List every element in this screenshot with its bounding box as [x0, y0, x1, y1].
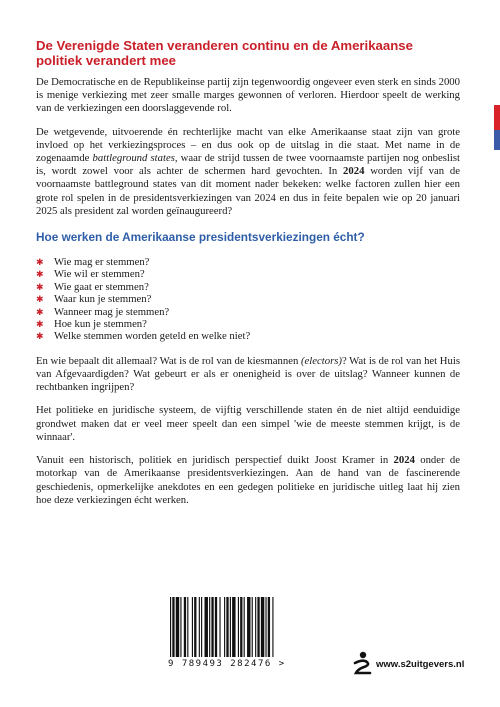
- barcode-bar: [192, 597, 193, 657]
- question-text: Wanneer mag je stemmen?: [54, 305, 170, 318]
- question-text: Wie wil er stemmen?: [54, 268, 145, 281]
- paragraph-system: Het politieke en juridische systeem, de vijftig verschillende staten én de niet altijd eenduidige grondwet maken dat er veel meer speelt dan een simpel 'wie de meeste stemmen krijgt, is de winnaar'.: [36, 404, 460, 443]
- list-item: [36, 306, 460, 318]
- barcode-bar: [187, 597, 188, 657]
- star-bullet-icon: ✱: [36, 281, 44, 292]
- barcode-bar: [232, 597, 235, 657]
- list-item: [36, 318, 460, 330]
- bold-year: 2024: [393, 454, 415, 467]
- paragraph-intro: De Democratische en de Republikeinse partij zijn tegenwoordig ongeveer even sterk en sinds 2000 is menige verkiezing met zeer smalle marges gewonnen of verloren. Hierdoor speelt de werking van de verkiezingen een doorslaggevende rol.: [36, 76, 460, 115]
- barcode-bar: [209, 597, 210, 657]
- isbn-digits: 9 789493 282476 >: [168, 659, 286, 669]
- question-list: [36, 256, 460, 343]
- paragraph-battleground: [36, 126, 460, 218]
- isbn-barcode: [168, 597, 328, 679]
- question-text: Wie gaat er stemmen?: [54, 280, 149, 293]
- list-item: [36, 268, 460, 280]
- question-text: Hoe kun je stemmen?: [54, 318, 147, 331]
- text-span: En wie bepaalt dit allemaal? Wat is de rol van de kiesmannen: [36, 354, 301, 367]
- barcode-bar: [180, 597, 181, 657]
- star-bullet-icon: ✱: [36, 319, 44, 330]
- barcode-bar: [272, 597, 273, 657]
- emphasis-battleground: battleground states: [92, 152, 175, 165]
- barcode-bar: [205, 597, 208, 657]
- text-span: De wetgevende, uitvoerende én rechterlijke macht van elke Amerikaanse staat zijn van grote invloed op het verkiezingsproces – en dus ook op de uitslag in die staat. Met name in de zogenaamde: [36, 125, 460, 165]
- barcode-bar: [199, 597, 200, 657]
- barcode-bar: [172, 597, 174, 657]
- question-text: Wie mag er stemmen?: [54, 256, 150, 269]
- barcode-bar: [247, 597, 250, 657]
- bold-year: 2024: [343, 165, 365, 178]
- barcode-bars-icon: [168, 597, 320, 657]
- barcode-bar: [201, 597, 202, 657]
- list-item: [36, 281, 460, 293]
- barcode-bar: [265, 597, 266, 657]
- barcode-bar: [268, 597, 270, 657]
- headline: De Verenigde Staten veranderen continu en de Amerikaanse politiek verandert mee: [36, 38, 413, 68]
- barcode-bar: [257, 597, 259, 657]
- cover-edge-stripe: [494, 0, 500, 707]
- paragraph-questions: [36, 355, 460, 395]
- paragraph-author: [36, 454, 460, 507]
- barcode-bar: [240, 597, 242, 657]
- barcode-bar: [215, 597, 217, 657]
- barcode-bar: [226, 597, 228, 657]
- barcode-bar: [238, 597, 239, 657]
- star-bullet-icon: ✱: [36, 306, 44, 317]
- barcode-bar: [244, 597, 245, 657]
- star-bullet-icon: ✱: [36, 269, 44, 280]
- barcode-bar: [176, 597, 179, 657]
- barcode-bar: [219, 597, 220, 657]
- barcode-bar: [261, 597, 264, 657]
- list-item: [36, 256, 460, 268]
- list-item: [36, 330, 460, 342]
- barcode-bar: [252, 597, 253, 657]
- barcode-bar: [255, 597, 256, 657]
- text-span: Vanuit een historisch, politiek en juridisch perspectief duikt Joost Kramer in: [36, 454, 394, 467]
- text-span: onder de motorkap van de Amerikaanse presidentsverkiezingen. Aan de hand van de fascinerende geschiedenis, opmerkelijke anekdotes en een gedegen politieke en juridische uitleg laat hij zien hoe deze verkiezingen écht werken.: [36, 454, 460, 506]
- barcode-bar: [224, 597, 225, 657]
- barcode-bar: [211, 597, 213, 657]
- star-bullet-icon: ✱: [36, 331, 44, 342]
- back-cover-text: [36, 38, 460, 517]
- text-span: ? Wat is de rol van het Huis van Afgevaardigden? Wat gebeurt er als er onenigheid is over de uitslag? Wanneer kunnen de rechtbanken ingrijpen?: [36, 354, 460, 394]
- emphasis-electors: (electors): [301, 354, 342, 367]
- star-bullet-icon: ✱: [36, 257, 44, 268]
- list-item: [36, 293, 460, 305]
- barcode-bar: [184, 597, 186, 657]
- barcode-bar: [194, 597, 196, 657]
- text-span: , waar de strijd tussen de twee voornaamste partijen nog onbeslist is, wordt zowel voor als achter de schermen hard gevochten. In: [36, 152, 460, 178]
- star-bullet-icon: ✱: [36, 294, 44, 305]
- s2-publisher-logo-icon: [352, 651, 374, 675]
- publisher-website: www.s2uitgevers.nl: [376, 659, 465, 670]
- question-text: Welke stemmen worden geteld en welke niet?: [54, 330, 251, 343]
- subheading: Hoe werken de Amerikaanse presidentsverkiezingen écht?: [36, 230, 365, 245]
- barcode-bar: [170, 597, 171, 657]
- text-span: worden vijf van de voornaamste battleground states van dit moment nader bekeken: welke factoren zullen hier een grote rol spelen in de presidentsverkiezingen van 2024 en dus in feite bepalen wie op 20 januari 2025 als president zal worden geïnaugureerd?: [36, 165, 460, 217]
- barcode-bar: [230, 597, 231, 657]
- question-text: Waar kun je stemmen?: [54, 293, 152, 306]
